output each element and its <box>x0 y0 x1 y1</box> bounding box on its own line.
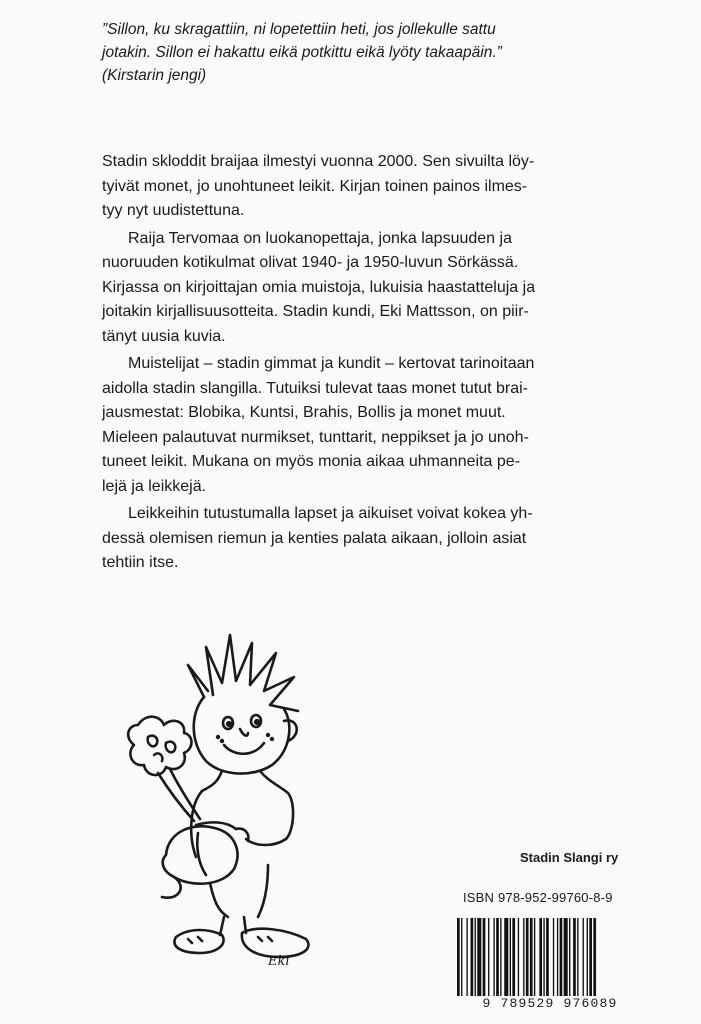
quote-line-1: ”Sillon, ku skragattiin, ni lopetettiin heti, jos jollekulle sattu <box>102 21 496 38</box>
paragraph-4-line-1: Leikkeihin tutustumalla lapset ja aikuiset voivat kokea yh- <box>128 505 533 522</box>
paragraph-3-line-3: jausmestat: Blobika, Kuntsi, Brahis, Bollis ja monet muut. <box>102 404 506 421</box>
barcode-bar <box>471 918 474 1008</box>
isbn-barcode <box>455 918 645 1008</box>
isbn-number: ISBN 978-952-99760-8-9 <box>463 890 613 905</box>
paragraph-2-line-1: Raija Tervomaa on luokanopettaja, jonka lapsuuden ja <box>128 229 512 247</box>
barcode-bar <box>587 918 588 1008</box>
paragraph-3-line-6: lejä ja leikkejä. <box>102 477 207 495</box>
barcode-bar <box>553 918 554 1008</box>
quote-line-2: jotakin. Sillon ei hakattu eikä potkittu eikä lyöty takaapäin.” <box>102 44 502 61</box>
paragraph-1 <box>102 150 642 224</box>
paragraph-3-line-5: tuneet leikit. Mukana on myös monia aikaa uhmanneita pe- <box>102 453 521 470</box>
barcode-bar <box>475 918 476 1008</box>
paragraph-3-line-1: Muistelijat – stadin gimmat ja kundit – kertovat tarinoitaan <box>128 355 535 372</box>
paragraph-2 <box>102 227 642 350</box>
paragraph-3-line-4: Mieleen palautuvat nurmikset, tunttarit, neppikset ja jo unoh- <box>102 428 529 446</box>
back-cover-text <box>102 150 642 579</box>
barcode-bar <box>477 918 481 1008</box>
barcode-bar <box>546 918 549 1008</box>
barcode-bar <box>526 918 529 1008</box>
barcode-bar <box>573 918 576 1008</box>
paragraph-4-line-2: dessä olemisen riemun ja kenties palata aikaan, jolloin asiat <box>102 529 527 547</box>
barcode-bar <box>483 918 486 1008</box>
barcode-bar <box>564 918 568 1008</box>
barcode-bar <box>457 918 460 1008</box>
barcode-bar <box>569 918 570 1008</box>
barcode-bar <box>593 918 596 1008</box>
illustrator-signature: Eki <box>268 954 290 969</box>
barcode-bar <box>583 918 584 1008</box>
paragraph-1-line-1: Stadin skloddit braijaa ilmestyi vuonna 2000. Sen sivuilta löy- <box>102 153 535 170</box>
epigraph-quote <box>102 18 642 87</box>
barcode-bar <box>504 918 508 1008</box>
paragraph-1-line-3: tyy nyt uudistettuna. <box>102 202 245 219</box>
paragraph-2-line-5: tänyt uusia kuvia. <box>102 327 226 345</box>
barcode-bar <box>560 918 563 1008</box>
publisher-name: Stadin Slangi ry <box>520 850 619 865</box>
barcode-bar <box>512 918 515 1008</box>
paragraph-2-line-4: joitakin kirjallisuusotteita. Stadin kundi, Eki Mattsson, on piir- <box>102 303 529 320</box>
barcode-bar <box>557 918 558 1008</box>
barcode-bar <box>523 918 524 1008</box>
paragraph-3 <box>102 352 642 499</box>
paragraph-1-line-2: tyivät monet, jo unohtuneet leikit. Kirjan toinen painos ilmes- <box>102 177 528 195</box>
barcode-bar <box>461 918 462 1008</box>
paragraph-2-line-2: nuoruuden kotikulmat olivat 1940- ja 1950-luvun Sörkässä. <box>102 254 519 271</box>
barcode-bar <box>539 918 542 1008</box>
barcode-bar <box>500 918 501 1008</box>
paragraph-3-line-2: aidolla stadin slangilla. Tutuiksi tulevat taas monet tutut brai- <box>102 379 529 397</box>
paragraph-4-line-3: tehtiin itse. <box>102 554 179 571</box>
barcode-bar <box>510 918 511 1008</box>
barcode-bar <box>534 918 535 1008</box>
barcode-bar <box>466 918 467 1008</box>
barcode-bar <box>518 918 519 1008</box>
paragraph-2-line-3: Kirjassa on kirjoittajan omia muistoja, lukuisia haastatteluja ja <box>102 278 536 296</box>
barcode-bar <box>488 918 489 1008</box>
barcode-bar <box>493 918 494 1008</box>
boy-with-flowers-illustration <box>118 625 328 970</box>
barcode-bar <box>496 918 499 1008</box>
barcode-bar <box>589 918 592 1008</box>
quote-attribution: (Kirstarin jengi) <box>102 67 207 84</box>
barcode-bar <box>543 918 544 1008</box>
barcode-bar <box>530 918 533 1008</box>
paragraph-4 <box>102 502 642 576</box>
barcode-digits: 9 789529 976089 <box>455 996 645 1011</box>
barcode-bar <box>577 918 578 1008</box>
